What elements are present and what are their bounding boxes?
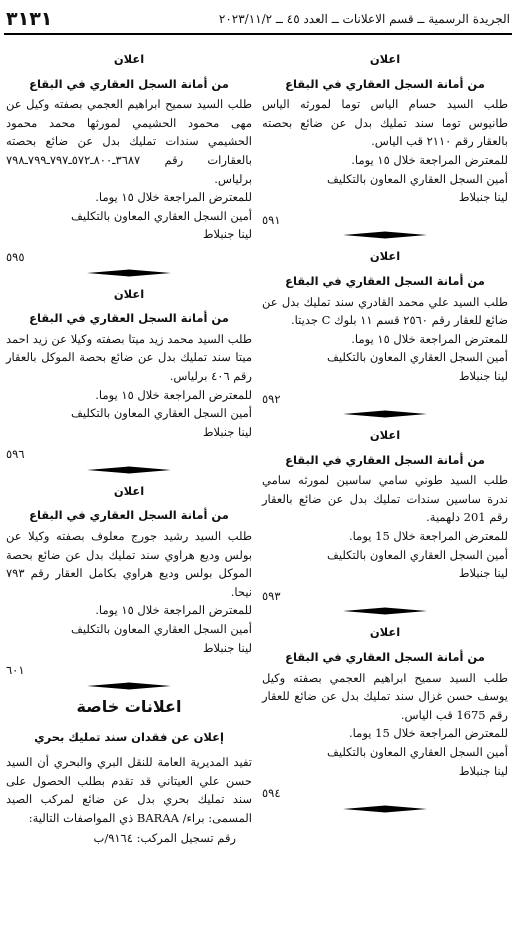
notice-title: اعلان xyxy=(113,52,145,66)
special-announcements xyxy=(6,698,252,848)
notice-subtitle: من أمانة السجل العقاري في البقاع xyxy=(29,508,229,523)
notice-text: طلب السيد حسام الياس توما لمورثه الياس طانيوس توما سند تمليك بدل عن ضائع بحصته بالعقار رقم ٢١١٠ قب الياس. xyxy=(262,97,508,149)
signature-name: لينا جنبلاط xyxy=(202,424,252,439)
page-header xyxy=(6,6,510,32)
notice-objection: للمعترض المراجعة خلال ١٥ يوما. xyxy=(351,331,508,346)
notice xyxy=(262,623,508,812)
notice xyxy=(6,50,252,277)
notice-number: ٥٩٥ xyxy=(6,249,25,264)
notice xyxy=(6,285,252,474)
notice-number: ٥٩٢ xyxy=(262,391,281,406)
header-rule xyxy=(4,33,512,35)
left-column xyxy=(6,42,252,848)
special-heading: اعلانات خاصة xyxy=(76,696,182,716)
signature-title: أمين السجل العقاري المعاون بالتكليف xyxy=(70,406,252,421)
signature-name: لينا جنبلاط xyxy=(202,640,252,655)
signature-title: أمين السجل العقاري المعاون بالتكليف xyxy=(326,745,508,759)
notice-body xyxy=(6,527,252,657)
separator-ornament xyxy=(6,466,252,474)
notice-body xyxy=(262,293,508,386)
notice-body xyxy=(6,95,252,244)
notice-text: طلب السيد طوني سامي ساسين لمورثه سامي ندرة ساسين سندات تمليك بدل عن ضائع بالعقار رقم 201 دلهمية. xyxy=(262,473,508,525)
signature-name: لينا جنبلاط xyxy=(202,227,252,242)
notice-text: طلب السيد رشيد جورج معلوف بصفته وكيلا عن بولس وديع هراوي سند تمليك بدل عن ضائع بحصة الموكل بولس وديع هراوي بكامل العقار رقم ٧٩٣ نيحا. xyxy=(6,529,252,599)
notice xyxy=(6,482,252,690)
separator-ornament xyxy=(262,805,508,813)
notice-number: ٥٩١ xyxy=(262,212,281,227)
signature-title: أمين السجل العقاري المعاون بالتكليف xyxy=(70,622,252,637)
notice-text: طلب السيد محمد زيد ميتا بصفته وكيلا عن زيد احمد ميتا سند تمليك بدل عن ضائع بحصة الموكل بالعقار رقم ٤٠٦ برلياس. xyxy=(6,331,252,383)
signature-name: لينا جنبلاط xyxy=(458,368,508,383)
notice-body xyxy=(262,471,508,583)
notice-title: اعلان xyxy=(369,625,401,640)
signature-title: أمين السجل العقاري المعاون بالتكليف xyxy=(326,547,508,562)
right-column xyxy=(262,42,508,821)
signature-name: لينا جنبلاط xyxy=(458,763,508,778)
vessel-registration: رقم تسجيل المركب: ٩١٦٤/ب xyxy=(93,831,236,846)
notice-objection: للمعترض المراجعة خلال ١٥ يوما. xyxy=(95,190,252,205)
notice-text: طلب السيد سميح ابراهيم العجمي بصفته وكيل يوسف حسن غزال سند تمليك بدل عن ضائع للعقار رقم 1675 قب الياس. xyxy=(262,670,508,722)
notice-title: اعلان xyxy=(369,249,401,264)
notice xyxy=(262,50,508,239)
notice-text: طلب السيد علي محمد القادري سند تمليك بدل عن ضائع للعقار رقم ٢٥٦٠ قسم ١١ بلوك C جديتا. xyxy=(262,294,508,328)
page-number: ٣١٣١ xyxy=(6,8,53,30)
notice-body xyxy=(262,669,508,781)
notice-subtitle: من أمانة السجل العقاري في البقاع xyxy=(285,76,485,91)
notice-title: اعلان xyxy=(369,52,401,66)
signature-name: لينا جنبلاط xyxy=(458,190,508,205)
notice-number: ٥٩٤ xyxy=(262,786,281,801)
notice-objection: للمعترض المراجعة خلال 15 يوما. xyxy=(349,529,508,544)
notice-objection: للمعترض المراجعة خلال ١٥ يوما. xyxy=(95,603,252,618)
special-body: تفيد المديرية العامة للنقل البري والبحري أن السيد حسن علي العيتاني قد تقدم بطلب الحصول على سند تمليك بحري بدل عن ضائع لمركب الصيد المسمى: براء/ BARAA ذي المواصفات التالية: xyxy=(6,755,252,825)
signature-name: لينا جنبلاط xyxy=(458,566,508,581)
notice-title: اعلان xyxy=(113,286,145,301)
notice-objection: للمعترض المراجعة خلال 15 يوما. xyxy=(349,726,508,741)
signature-title: أمين السجل العقاري المعاون بالتكليف xyxy=(326,171,508,186)
notice-body xyxy=(262,95,508,207)
separator-ornament xyxy=(262,231,508,239)
signature-title: أمين السجل العقاري المعاون بالتكليف xyxy=(70,208,252,223)
notice xyxy=(262,426,508,615)
notice-title: اعلان xyxy=(113,483,145,498)
notice-number: ٦٠١ xyxy=(6,663,25,678)
header-title: الجريدة الرسمية ــ قسم الاعلانات ــ العدد ٤٥ ــ ٢٠٢٣/١١/٢ xyxy=(218,12,510,26)
notice-subtitle: من أمانة السجل العقاري في البقاع xyxy=(285,452,485,467)
separator-ornament xyxy=(262,607,508,615)
notice-objection: للمعترض المراجعة خلال ١٥ يوما. xyxy=(95,387,252,402)
special-subheading: إعلان عن فقدان سند تمليك بحري xyxy=(34,730,224,745)
notice-number: ٥٩٦ xyxy=(6,447,25,462)
separator-ornament xyxy=(6,269,252,277)
signature-title: أمين السجل العقاري المعاون بالتكليف xyxy=(326,350,508,365)
notice-subtitle: من أمانة السجل العقاري في البقاع xyxy=(29,76,229,91)
separator-ornament xyxy=(6,682,252,690)
notice-objection: للمعترض المراجعة خلال ١٥ يوما. xyxy=(351,152,508,167)
notice-title: اعلان xyxy=(369,428,401,443)
notice-text: طلب السيد سميح ابراهيم العجمي بصفته وكيل عن مهى محمود الحشيمي لمورثها محمد محمود الحشيمي سندات تمليك بدل عن ضائع بحصته بالعقارات رقم ٣٦٨٧ـ٨٠٠ـ٥٧٢ـ٧٩٧ـ٧٩٩ـ٧٩٨ برلياس. xyxy=(6,97,252,186)
notice-subtitle: من أمانة السجل العقاري في البقاع xyxy=(29,311,229,326)
notice-number: ٥٩٣ xyxy=(262,588,281,603)
notice-subtitle: من أمانة السجل العقاري في البقاع xyxy=(285,650,485,665)
separator-ornament xyxy=(262,410,508,418)
notice xyxy=(262,247,508,418)
notice-body xyxy=(6,330,252,442)
notice-subtitle: من أمانة السجل العقاري في البقاع xyxy=(285,273,485,288)
